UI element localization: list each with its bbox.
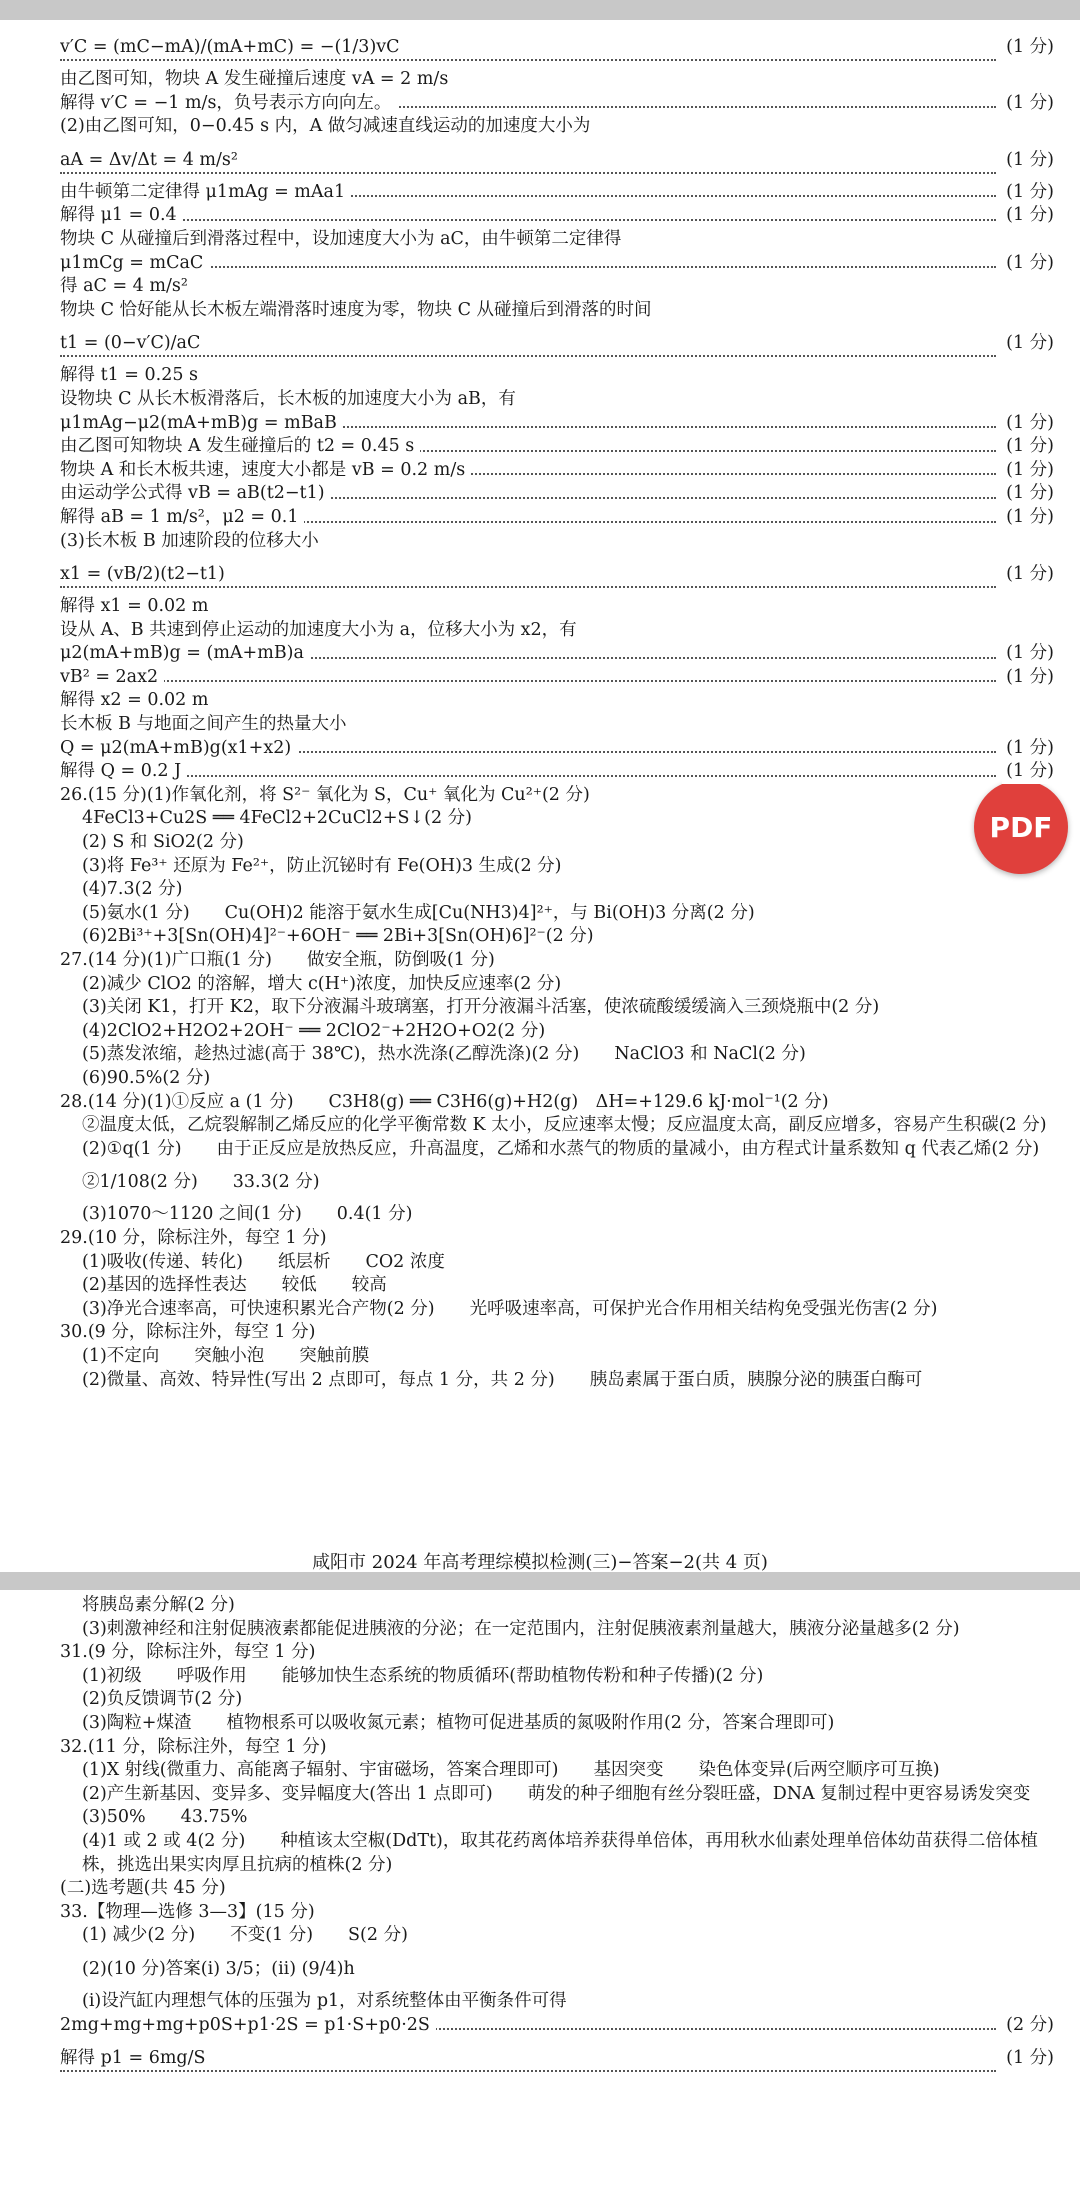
dot-leader bbox=[60, 355, 996, 357]
answer-line bbox=[60, 459, 1054, 483]
line-text: (2) S 和 SiO2(2 分) bbox=[82, 832, 250, 852]
line-text: (2)由乙图可知，0−0.45 s 内，A 做匀减速直线运动的加速度大小为 bbox=[60, 116, 596, 136]
dot-leader bbox=[60, 680, 996, 682]
line-text: 解得 Q = 0.2 J bbox=[60, 761, 187, 781]
line-text: μ1mCg = mCaC bbox=[60, 253, 209, 273]
line-text: (2)产生新基因、变异多、变异幅度大(答出 1 点即可) 萌发的种子细胞有丝分裂旺盛，DNA 复制过程中更容易诱发突变 bbox=[82, 1784, 1036, 1804]
dot-leader bbox=[60, 586, 996, 588]
answer-line bbox=[60, 1298, 1054, 1322]
line-text: 33.【物理—选修 3—3】(15 分) bbox=[60, 1902, 321, 1922]
answer-line bbox=[60, 619, 1054, 643]
line-text: (2)减少 ClO2 的溶解，增大 c(H⁺)浓度，加快反应速率(2 分) bbox=[82, 974, 567, 994]
answer-line bbox=[60, 252, 1054, 276]
line-text: (2)(10 分)答案(i) 3/5；(ii) (9/4)h bbox=[82, 1959, 361, 1979]
line-text: (3)陶粒+煤渣 植物根系可以吸收氮元素；植物可促进基质的氮吸附作用(2 分，答案合理即可) bbox=[82, 1713, 840, 1733]
line-text: 物块 C 恰好能从长木板左端滑落时速度为零，物块 C 从碰撞后到滑落的时间 bbox=[60, 300, 658, 320]
line-text: (3)净光合速率高，可快速积累光合产物(2 分) 光呼吸速率高，可保护光合作用相关结构免受强光伤害(2 分) bbox=[82, 1299, 944, 1319]
answer-line bbox=[60, 642, 1054, 666]
answer-line bbox=[60, 1783, 1054, 1807]
answer-line bbox=[60, 553, 1054, 595]
line-text: (6)2Bi³⁺+3[Sn(OH)4]²⁻+6OH⁻ ══ 2Bi+3[Sn(OH)6]²⁻(2 分) bbox=[82, 926, 600, 946]
line-text: (2)基因的选择性表达 较低 较高 bbox=[82, 1275, 393, 1295]
answer-line bbox=[60, 902, 1054, 926]
line-text: 物块 C 从碰撞后到滑落过程中，设加速度大小为 aC，由牛顿第二定律得 bbox=[60, 229, 627, 249]
line-text: ②1/108(2 分) 33.3(2 分) bbox=[82, 1172, 326, 1192]
line-text: ②温度太低，乙烷裂解制乙烯反应的化学平衡常数 K 太小，反应速率太慢；反应温度太高，副反应增多，容易产生积碳(2 分) bbox=[82, 1115, 1053, 1135]
answer-line bbox=[60, 482, 1054, 506]
line-text: 由乙图可知物块 A 发生碰撞后的 t2 = 0.45 s bbox=[60, 436, 420, 456]
line-text: 28.(14 分)(1)①反应 a (1 分) C3H8(g) ══ C3H6(g)+H2(g) ΔH=+129.6 kJ·mol⁻¹(2 分) bbox=[60, 1092, 835, 1112]
answer-line bbox=[60, 1251, 1054, 1275]
line-text: t1 = (0−v′C)/aC bbox=[60, 333, 206, 353]
dot-leader bbox=[60, 775, 996, 777]
answer-line bbox=[60, 1345, 1054, 1369]
line-text: (3)关闭 K1，打开 K2，取下分液漏斗玻璃塞，打开分液漏斗活塞，使浓硫酸缓缓滴入三颈烧瓶中(2 分) bbox=[82, 997, 885, 1017]
answer-line bbox=[60, 364, 1054, 388]
answer-line bbox=[60, 996, 1054, 1020]
viewer-top-bar bbox=[0, 0, 1080, 20]
answer-line bbox=[60, 299, 1054, 323]
answer-page-3 bbox=[0, 1590, 1080, 2192]
line-text: x1 = (vB/2)(t2−t1) bbox=[60, 564, 231, 584]
score-label: (1 分) bbox=[1002, 181, 1054, 205]
line-text: (3)50% 43.75% bbox=[82, 1807, 253, 1827]
line-text: aA = Δv/Δt = 4 m/s² bbox=[60, 150, 244, 170]
score-label: (1 分) bbox=[1002, 26, 1054, 68]
pdf-badge-button[interactable]: PDF bbox=[974, 780, 1068, 874]
answer-line bbox=[60, 595, 1054, 619]
line-text: μ2(mA+mB)g = (mA+mB)a bbox=[60, 643, 310, 663]
answer-line bbox=[60, 1203, 1054, 1227]
score-label: (1 分) bbox=[1002, 459, 1054, 483]
line-text: 4FeCl3+Cu2S ══ 4FeCl2+2CuCl2+S↓(2 分) bbox=[82, 808, 478, 828]
answer-line bbox=[60, 1830, 1054, 1877]
answer-line bbox=[60, 855, 1054, 879]
line-text: (3)长木板 B 加速阶段的位移大小 bbox=[60, 531, 325, 551]
line-text: (3)1070～1120 之间(1 分) 0.4(1 分) bbox=[82, 1204, 418, 1224]
line-text: Q = μ2(mA+mB)g(x1+x2) bbox=[60, 738, 297, 758]
line-text: (1)吸收(传递、转化) 纸层析 CO2 浓度 bbox=[82, 1252, 451, 1272]
line-text: 物块 A 和长木板共速，速度大小都是 vB = 0.2 m/s bbox=[60, 460, 471, 480]
line-text: 解得 x2 = 0.02 m bbox=[60, 690, 214, 710]
score-label: (1 分) bbox=[1002, 760, 1054, 784]
line-text: 解得 aB = 1 m/s²，μ2 = 0.1 bbox=[60, 507, 304, 527]
score-label: (1 分) bbox=[1002, 553, 1054, 595]
line-text: (4)1 或 2 或 4(2 分) 种植该太空椒(DdTt)，取其花药离体培养获得单倍体，再用秋水仙素处理单倍体幼苗获得二倍体植株，挑选出果实肉厚且抗病的植株(2 分) bbox=[82, 1830, 1038, 1875]
answer-line bbox=[60, 1618, 1054, 1642]
score-label: (1 分) bbox=[1002, 506, 1054, 530]
score-label: (2 分) bbox=[1002, 2014, 1054, 2038]
answer-line bbox=[60, 26, 1054, 68]
line-text: 设物块 C 从长木板滑落后，长木板的加速度大小为 aB，有 bbox=[60, 389, 522, 409]
answer-line bbox=[60, 1369, 1054, 1393]
line-text: 设从 A、B 共速到停止运动的加速度大小为 a，位移大小为 x2，有 bbox=[60, 620, 583, 640]
score-label: (1 分) bbox=[1002, 435, 1054, 459]
answer-line bbox=[60, 1901, 1054, 1925]
answer-line bbox=[60, 1948, 1054, 1990]
answer-line bbox=[60, 760, 1054, 784]
line-text: 得 aC = 4 m/s² bbox=[60, 276, 194, 296]
answer-line bbox=[60, 1091, 1054, 1115]
line-text: (3)刺激神经和注射促胰液素都能促进胰液的分泌；在一定范围内，注射促胰液素剂量越大，胰液分泌量越多(2 分) bbox=[82, 1619, 966, 1639]
answer-line bbox=[60, 228, 1054, 252]
answer-line bbox=[60, 139, 1054, 181]
dot-leader bbox=[60, 172, 996, 174]
line-text: 由运动学公式得 vB = aB(t2−t1) bbox=[60, 483, 331, 503]
score-label: (1 分) bbox=[1002, 92, 1054, 116]
answer-line bbox=[60, 181, 1054, 205]
score-label: (1 分) bbox=[1002, 737, 1054, 761]
line-text: (2)①q(1 分) 由于正反应是放热反应，升高温度，乙烯和水蒸气的物质的量减小，由方程式计量系数知 q 代表乙烯(2 分) bbox=[82, 1139, 1045, 1159]
answer-line bbox=[60, 1877, 1054, 1901]
answer-line bbox=[60, 713, 1054, 737]
line-text: μ1mAg−μ2(mA+mB)g = mBaB bbox=[60, 413, 343, 433]
score-label: (1 分) bbox=[1002, 322, 1054, 364]
line-text: 30.(9 分，除标注外，每空 1 分) bbox=[60, 1322, 321, 1342]
score-label: (1 分) bbox=[1002, 204, 1054, 228]
answer-line bbox=[60, 1274, 1054, 1298]
line-text: 27.(14 分)(1)广口瓶(1 分) 做安全瓶，防倒吸(1 分) bbox=[60, 950, 501, 970]
answer-line bbox=[60, 689, 1054, 713]
dot-leader bbox=[60, 219, 996, 221]
page-separator bbox=[0, 1572, 1080, 1590]
answer-line bbox=[60, 1321, 1054, 1345]
answer-line bbox=[60, 1138, 1054, 1162]
answer-line bbox=[60, 68, 1054, 92]
score-label: (1 分) bbox=[1002, 139, 1054, 181]
answer-line bbox=[60, 1712, 1054, 1736]
answer-line bbox=[60, 831, 1054, 855]
page-content bbox=[60, 26, 1054, 1392]
answer-line bbox=[60, 973, 1054, 997]
answer-line bbox=[60, 1759, 1054, 1783]
line-text: (5)蒸发浓缩，趁热过滤(高于 38℃)，热水洗涤(乙醇洗涤)(2 分) NaClO3 和 NaCl(2 分) bbox=[82, 1044, 812, 1064]
line-text: 解得 t1 = 0.25 s bbox=[60, 365, 204, 385]
line-text: v′C = (mC−mA)/(mA+mC) = −(1/3)vC bbox=[60, 37, 406, 57]
answer-line bbox=[60, 412, 1054, 436]
line-text: (4)7.3(2 分) bbox=[82, 879, 188, 899]
line-text: (1)不定向 突触小泡 突触前膜 bbox=[82, 1346, 375, 1366]
answer-line bbox=[60, 1806, 1054, 1830]
answer-line bbox=[60, 784, 1054, 808]
line-text: 由牛顿第二定律得 μ1mAg = mAa1 bbox=[60, 182, 351, 202]
page-footer: 咸阳市 2024 年高考理综模拟检测(三)−答案−2(共 4 页) bbox=[312, 1552, 768, 1572]
answer-line bbox=[60, 1665, 1054, 1689]
answer-line bbox=[60, 1990, 1054, 2014]
line-text: (5)氨水(1 分) Cu(OH)2 能溶于氨水生成[Cu(NH3)4]²⁺，与 Bi(OH)3 分离(2 分) bbox=[82, 903, 761, 923]
answer-line bbox=[60, 666, 1054, 690]
answer-line bbox=[60, 1227, 1054, 1251]
answer-line bbox=[60, 1067, 1054, 1091]
answer-line bbox=[60, 1020, 1054, 1044]
score-label: (1 分) bbox=[1002, 412, 1054, 436]
answer-line bbox=[60, 1114, 1054, 1138]
answer-line bbox=[60, 737, 1054, 761]
line-text: (2)负反馈调节(2 分) bbox=[82, 1689, 248, 1709]
line-text: (1) 减少(2 分) 不变(1 分) S(2 分) bbox=[82, 1925, 414, 1945]
answer-line bbox=[60, 1924, 1054, 1948]
line-text: 由乙图可知，物块 A 发生碰撞后速度 vA = 2 m/s bbox=[60, 69, 454, 89]
answer-line bbox=[60, 506, 1054, 530]
answer-line bbox=[60, 2014, 1054, 2038]
answer-page-2 bbox=[0, 20, 1080, 1572]
answer-line bbox=[60, 925, 1054, 949]
answer-line bbox=[60, 92, 1054, 116]
answer-line bbox=[60, 275, 1054, 299]
line-text: 解得 v′C = −1 m/s，负号表示方向向左。 bbox=[60, 93, 397, 113]
page-content bbox=[60, 1594, 1054, 2079]
line-text: 29.(10 分，除标注外，每空 1 分) bbox=[60, 1228, 333, 1248]
answer-line bbox=[60, 1043, 1054, 1067]
score-label: (1 分) bbox=[1002, 642, 1054, 666]
answer-line bbox=[60, 1161, 1054, 1203]
line-text: 2mg+mg+mg+p0S+p1·2S = p1·S+p0·2S bbox=[60, 2015, 436, 2035]
answer-line bbox=[60, 115, 1054, 139]
answer-line bbox=[60, 807, 1054, 831]
score-label: (1 分) bbox=[1002, 666, 1054, 690]
dot-leader bbox=[60, 2070, 996, 2072]
answer-line bbox=[60, 1688, 1054, 1712]
dot-leader bbox=[60, 59, 996, 61]
answer-line bbox=[60, 1736, 1054, 1760]
line-text: 32.(11 分，除标注外，每空 1 分) bbox=[60, 1737, 333, 1757]
line-text: (1)初级 呼吸作用 能够加快生态系统的物质循环(帮助植物传粉和种子传播)(2 分) bbox=[82, 1666, 769, 1686]
score-label: (1 分) bbox=[1002, 2037, 1054, 2079]
answer-line bbox=[60, 2037, 1054, 2079]
answer-line bbox=[60, 530, 1054, 554]
line-text: (2)微量、高效、特异性(写出 2 点即可，每点 1 分，共 2 分) 胰岛素属于蛋白质，胰腺分泌的胰蛋白酶可 bbox=[82, 1370, 928, 1390]
line-text: 解得 x1 = 0.02 m bbox=[60, 596, 214, 616]
line-text: (3)将 Fe³⁺ 还原为 Fe²⁺，防止沉铋时有 Fe(OH)3 生成(2 分) bbox=[82, 856, 567, 876]
answer-line bbox=[60, 435, 1054, 459]
answer-line bbox=[60, 878, 1054, 902]
answer-line bbox=[60, 322, 1054, 364]
answer-line bbox=[60, 1641, 1054, 1665]
line-text: 解得 μ1 = 0.4 bbox=[60, 205, 183, 225]
line-text: 将胰岛素分解(2 分) bbox=[82, 1595, 241, 1615]
line-text: (4)2ClO2+H2O2+2OH⁻ ══ 2ClO2⁻+2H2O+O2(2 分) bbox=[82, 1021, 551, 1041]
line-text: 解得 p1 = 6mg/S bbox=[60, 2048, 212, 2068]
line-text: 长木板 B 与地面之间产生的热量大小 bbox=[60, 714, 353, 734]
line-text: (1)X 射线(微重力、高能离子辐射、宇宙磁场，答案合理即可) 基因突变 染色体变异(后两空顺序可互换) bbox=[82, 1760, 946, 1780]
line-text: vB² = 2ax2 bbox=[60, 667, 164, 687]
answer-line bbox=[60, 1594, 1054, 1618]
score-label: (1 分) bbox=[1002, 482, 1054, 506]
answer-line bbox=[60, 388, 1054, 412]
line-text: (6)90.5%(2 分) bbox=[82, 1068, 216, 1088]
line-text: 26.(15 分)(1)作氧化剂，将 S²⁻ 氧化为 S，Cu⁺ 氧化为 Cu²⁺(2 分) bbox=[60, 785, 596, 805]
line-text: (二)选考题(共 45 分) bbox=[60, 1878, 232, 1898]
answer-line bbox=[60, 204, 1054, 228]
score-label: (1 分) bbox=[1002, 252, 1054, 276]
line-text: 31.(9 分，除标注外，每空 1 分) bbox=[60, 1642, 321, 1662]
line-text: (i)设汽缸内理想气体的压强为 p1，对系统整体由平衡条件可得 bbox=[82, 1991, 573, 2011]
answer-line bbox=[60, 949, 1054, 973]
